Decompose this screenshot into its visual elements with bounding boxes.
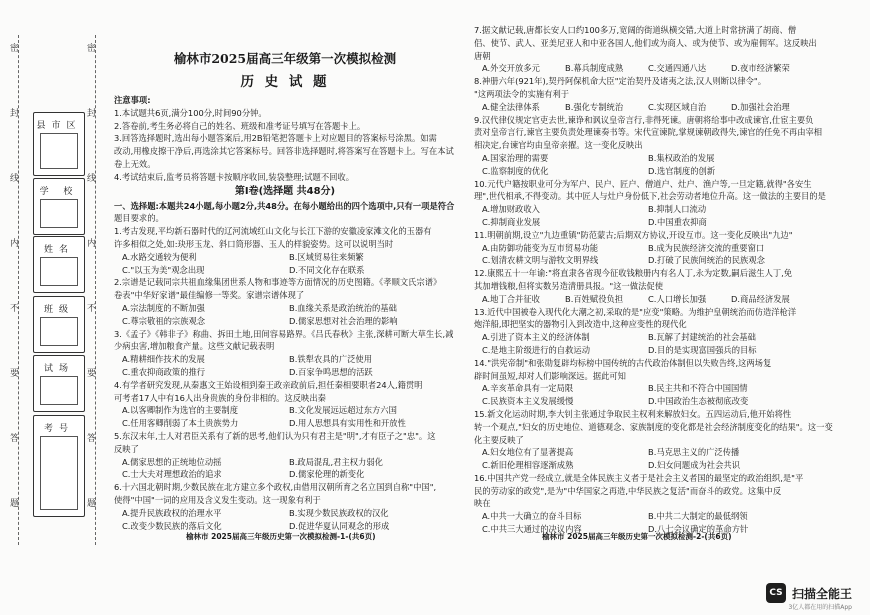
info-field-input-area [40, 133, 78, 169]
seal-mark: 密 [10, 44, 20, 54]
info-field-input-area [40, 199, 78, 228]
option-row [474, 216, 814, 229]
answer-option: B.血缘关系是政治统治的基础 [289, 302, 397, 313]
info-field-label: 考号 [43, 424, 74, 434]
option-row [474, 510, 814, 523]
seal-mark: 内 [87, 239, 97, 249]
question-text-line: 题目要求的。 [114, 213, 164, 224]
answer-option: A.以客卿制作为选官的主要制度 [122, 405, 239, 416]
question-text-line: 辟时间虽短,却对人们影响深远。据此可知 [474, 370, 626, 381]
answer-option: A.国家治理的需要 [482, 152, 549, 163]
seal-mark: 密 [87, 44, 97, 54]
answer-option: A.精耕细作技术的发展 [122, 354, 205, 365]
answer-option: D.百家争鸣思想的活跃 [289, 366, 373, 377]
question-text-line: 4.有学者研究发现,从秦惠文王始设相到秦王政亲政前后,担任秦相要职者24人,籍贯明 [114, 379, 423, 390]
info-field-label: 姓名 [43, 245, 74, 255]
seal-mark: 线 [87, 174, 97, 184]
answer-option: C.任用客卿削弱了本土贵族势力 [122, 418, 239, 429]
answer-option: B.马克思主义的广泛传播 [648, 447, 740, 458]
question-text-line: 映在 [474, 498, 491, 509]
option-row [474, 331, 814, 344]
answer-option: B.区域贸易往来频繁 [289, 251, 364, 262]
answer-option: D.加强社会治理 [731, 101, 790, 112]
answer-option: D.不同文化存在联系 [289, 264, 365, 275]
info-field-input-area [40, 436, 78, 510]
question-text-line: 3.回答选择题时,选出每小题答案后,用2B铅笔把答题卡上对应题目的答案标号涂黑。如需 [114, 133, 437, 144]
answer-option: D.中国重农抑商 [648, 216, 707, 227]
seal-mark: 答 [10, 434, 20, 444]
seal-mark: 要 [87, 369, 97, 379]
seal-mark: 内 [10, 239, 20, 249]
question-text-line: 理",世代相承,不得变动。其中匠人与灶户身份低下,社会劳动者地位升高。这一做法的主要目的是 [474, 191, 826, 202]
question-text-line: 12.康熙五十一年谕:"将直隶各省现今征收钱粮册内有名人丁,永为定数,嗣后滋生人丁,免 [474, 268, 793, 279]
seal-mark: 不 [10, 304, 20, 314]
question-text-line: 10.元代户籍按职业可分为军户、民户、匠户、僧道户、灶户、渔户等,一旦定籍,就得"各安生 [474, 178, 812, 189]
option-row [474, 203, 814, 216]
answer-option: A.增加财政收入 [482, 204, 540, 215]
left-column [114, 28, 456, 533]
option-row [474, 152, 814, 165]
question-text-line: "这两项法令的实施有利于 [474, 88, 570, 99]
info-field-label: 县市区 [36, 121, 82, 131]
seal-mark: 不 [87, 304, 97, 314]
answer-option: D.中国政治生态被彻底改变 [648, 396, 749, 407]
question-text-line: 卷表"中华好家谱"最佳编修一等奖。家谱宗谱体现了 [114, 290, 305, 301]
option-row [474, 101, 814, 114]
question-text-line: 化主要反映了 [474, 434, 524, 445]
answer-option: C.改变少数民族的落后文化 [122, 520, 222, 531]
question-text-line: 转一个观点,"妇女的历史地位、道德观念、家族制度的变化都是社会经济制度变化的结果"。这一变 [474, 421, 833, 432]
answer-option: D.夜市经济繁荣 [731, 63, 790, 74]
option-row [114, 468, 456, 481]
answer-option: A.引进了资本主义的经济体制 [482, 332, 590, 343]
answer-option: A.中共一大确立的奋斗目标 [482, 511, 582, 522]
answer-option: C.划清农耕文明与游牧文明界线 [482, 255, 599, 266]
option-row [474, 446, 814, 459]
exam-subject-title: 历 史 试 题 [240, 74, 330, 90]
answer-option: A.提升民族政权的治理水平 [122, 507, 222, 518]
option-row [114, 302, 456, 315]
scanner-logo-icon: CS [766, 583, 786, 603]
answer-option: D.选官制度的创新 [648, 165, 716, 176]
option-row [114, 353, 456, 366]
answer-option: D.促进华夏认同观念的形成 [289, 520, 390, 531]
answer-option: C.重农抑商政策的推行 [122, 366, 206, 377]
seal-mark: 题 [87, 499, 97, 509]
option-row [114, 264, 456, 277]
answer-option: A.水路交通较为便利 [122, 251, 197, 262]
answer-option: A.儒家思想的正统地位动摇 [122, 456, 222, 467]
info-field-box [33, 236, 85, 293]
right-column [474, 24, 833, 535]
question-text-line: 13.近代中国被卷入现代化大潮之初,采取的是"应变"策略。为维护皇朝统治而仿造洋枪洋 [474, 306, 797, 317]
option-row [474, 165, 814, 178]
question-text-line: 使得"中国"一词的应用及含义发生变动。这一现象有利于 [114, 494, 321, 505]
info-field-box [33, 296, 85, 353]
option-row [474, 382, 814, 395]
answer-option: C.抑制商业发展 [482, 216, 541, 227]
footer-page-2: 榆林市 2025届高三年级历史第一次模拟检测-2-(共6页) [542, 532, 732, 541]
seal-mark: 要 [10, 369, 20, 379]
question-text-line: 责对皇帝言行,谏官主要负责处理谏奏书等。宋代宣谏院,掌规谏朝政得失,谏官的任免不再由宰相 [474, 127, 823, 138]
info-field-box [33, 355, 85, 412]
option-row [114, 507, 456, 520]
answer-option: D.儒家伦理的新变化 [289, 469, 365, 480]
info-field-input-area [40, 376, 78, 405]
question-text-line: 16.中国共产党一经成立,就是全体民族主义者于是社会主义者国的最坚定的政治组织,是"平 [474, 472, 804, 483]
option-row [474, 254, 814, 267]
question-text-line: 15.新文化运动时期,李大钊主张通过争取民主权利来解放妇女。五四运动后,他开始将性 [474, 408, 792, 419]
binding-strip [0, 0, 118, 560]
option-row [474, 459, 814, 472]
answer-option: C.人口增长加强 [648, 293, 707, 304]
answer-option: C.民族资本主义发展缓慢 [482, 396, 574, 407]
answer-option: B.民主共和不符合中国国情 [648, 383, 748, 394]
answer-option: D.用人思想具有实用性和开放性 [289, 418, 406, 429]
answer-option: B.抑制人口流动 [648, 204, 707, 215]
answer-option: C.新旧伦理相容逐渐成熟 [482, 460, 574, 471]
question-text-line: 14."洪宪帝制"和张勋复辟均标榜中国传统的古代政治体制但以失败告终,这两场复 [474, 357, 772, 368]
info-field-label: 学 校 [39, 187, 79, 197]
answer-option: B.百姓赋役负担 [565, 293, 624, 304]
answer-option: B.瓦解了封建统治的社会基础 [648, 332, 756, 343]
exam-school-title: 榆林市2025届高三年级第一次模拟检测 [173, 51, 397, 66]
question-text-line: 9.汉代律仪规定官吏去世,谏诤和讽议皇帝言行,非得死谏。唐朝将给事中改成谏官,仕宦主要负 [474, 114, 814, 125]
option-row [114, 456, 456, 469]
answer-option: B.中共二大制定的最低纲领 [648, 511, 748, 522]
answer-option: C.中共三大通过的决议内容 [482, 524, 582, 535]
question-text-line: 6.十六国北朝时期,少数民族在北方建立多个政权,由借用汉朝所育之名立国到自称"中国", [114, 482, 437, 493]
answer-option: D.妇女问题成为社会共识 [648, 460, 740, 471]
question-text-line: 一、选择题:本题共24小题,每小题2分,共48分。在每小题给出的四个选项中,只有一项是符合 [114, 200, 455, 211]
answer-option: B.政局混乱,君主权力弱化 [289, 456, 383, 467]
question-text-line: 1.本试题共6页,满分100分,时间90分钟。 [114, 107, 267, 118]
question-text-line: 1.考古发现,平均新石器时代的辽河流域红山文化与长江下游的安徽凌家滩文化的玉器有 [114, 226, 432, 237]
info-field-box [33, 112, 85, 176]
info-field-label: 班级 [43, 305, 74, 315]
option-row [474, 344, 814, 357]
seal-mark: 答 [87, 434, 97, 444]
question-text-line: 5.东汉末年,士人对君臣关系有了新的思考,他们认为只有君主是"明",才有臣子之"忠"。这 [114, 430, 436, 441]
answer-option: D.八七会议确定的革命方针 [648, 524, 749, 535]
answer-option: A.宗法制度的不断加强 [122, 302, 205, 313]
info-field-box [33, 178, 85, 235]
footer-page-1: 榆林市 2025届高三年级历史第一次模拟检测-1-(共6页) [186, 532, 376, 541]
scanner-app-name: 扫描全能王 [791, 586, 852, 601]
answer-option: D.商品经济发展 [731, 293, 790, 304]
answer-option: B.强化专制统治 [565, 101, 624, 112]
answer-option: A.妇女地位有了显著提高 [482, 447, 574, 458]
scanner-slogan: 3亿人都在用的扫描App [788, 604, 852, 611]
option-row [114, 417, 456, 430]
answer-option: C.士大夫对理想政治的追求 [122, 469, 222, 480]
question-text-line: 炮洋船,即把坚实的器物引入到改造中,这种应变性的现代化 [474, 319, 687, 330]
question-text-line: 反映了 [114, 443, 139, 454]
answer-option: D.打破了民族间统治的民族观念 [648, 255, 765, 266]
section-heading: 第Ⅰ卷(选择题 共48分) [234, 185, 336, 197]
question-text-line: 唐朝 [474, 50, 491, 61]
answer-option: C."以玉为美"观念出现 [122, 264, 205, 275]
seal-mark: 封 [10, 109, 20, 119]
question-text-line: 卷上无效。 [114, 158, 156, 169]
answer-option: B.文化发展远远超过东方六国 [289, 405, 397, 416]
question-text-line: 2.答卷前,考生务必将自己的姓名、班级和准考证号填写在答题卡上。 [114, 120, 366, 131]
question-text-line: 3.《孟子》《韩非子》称曲、拆田土地,田间容易路界。《吕氏春秋》主张,深耕可断大草生长,减 [114, 328, 454, 339]
info-field-input-area [40, 317, 78, 346]
question-text-line: 可考者17人中有16人出身贵族的身份非相的。这反映出秦 [114, 392, 326, 403]
question-text-line: 侣、使节、武人、亚美尼亚人和中亚各国人,他们或为商人、或为使节、或为雇佣军。这反映出 [474, 37, 817, 48]
question-text-line: 少病虫害,增加粮食产量。这些文献记载表明 [114, 341, 275, 352]
answer-option: B.幕兵制度成熟 [565, 63, 624, 74]
answer-option: D.儒家思想对社会治理的影响 [289, 315, 398, 326]
question-text-line: 民的劳动家的政党",是为"中华国家之再造,中华民族之复活"而奋斗的政党。这集中反 [474, 485, 782, 496]
question-text-line: 7.据文献记载,唐都长安人口约100多万,宽阔的街道纵横交错,大道上时常挤满了胡商、僧 [474, 25, 797, 35]
answer-option: C.交通四通八达 [648, 63, 707, 74]
answer-option: A.外交开放多元 [482, 63, 540, 74]
info-field-box [33, 415, 85, 517]
scanner-watermark [766, 578, 852, 611]
seal-mark: 线 [10, 174, 20, 184]
answer-option: C.尊宗敬祖的宗族观念 [122, 315, 206, 326]
answer-option: C.监察制度的优化 [482, 165, 549, 176]
answer-option: B.集权政治的发展 [648, 152, 715, 163]
info-field-input-area [40, 257, 78, 286]
option-row [114, 366, 456, 379]
answer-option: A.健全法律体系 [482, 101, 540, 112]
question-text-line: 相决定,台谏官均由皇帝亲擢。这一变化反映出 [474, 140, 643, 151]
option-row [474, 242, 814, 255]
seal-mark: 封 [87, 109, 97, 119]
answer-option: B.实现少数民族政权的汉化 [289, 507, 389, 518]
info-field-label: 试场 [43, 364, 74, 374]
question-text-line: 注意事项: [114, 95, 151, 105]
question-text-line: 其加增钱粮,但将实数另造清册具报。"这一做法促使 [474, 280, 663, 291]
answer-option: D.目的是实现富国强兵的目标 [648, 344, 757, 355]
option-row [114, 404, 456, 417]
answer-option: A.地丁合并征收 [482, 293, 540, 304]
question-text-line: 11.明朝前期,设立"九边重镇"防范蒙古;后期双方协议,开设互市。这一变化反映出"九边" [474, 229, 793, 240]
answer-option: B.铁犁农具的广泛使用 [289, 354, 373, 365]
question-text-line: 8.神册六年(921年),契丹阿保机命大臣"定治契丹及诸夷之法,汉人则断以律令"。 [474, 76, 767, 87]
option-row [114, 315, 456, 328]
option-row [474, 293, 814, 306]
answer-option: C.是地主阶级进行的自救运动 [482, 344, 590, 355]
option-row [114, 251, 456, 264]
option-row [474, 62, 814, 75]
answer-option: B.成为民族经济交流的重要窗口 [648, 242, 765, 253]
answer-option: A.辛亥革命具有一定局限 [482, 383, 574, 394]
question-text-line: 改动,用橡皮擦干净后,再选涂其它答案标号。回答非选择题时,将答案写在答题卡上。写在本试 [114, 146, 454, 157]
seal-mark: 题 [10, 499, 20, 509]
option-row [474, 395, 814, 408]
question-text-line: 许多相似之处,如:玦形玉龙、斜口筒形器、玉人的样貌姿势。这可以说明当时 [114, 238, 394, 249]
answer-option: A.由防御功能变为互市贸易功能 [482, 242, 599, 253]
question-text-line: 2.宗谱是记载同宗共祖血缘集团世系人物和事迹等方面情况的历史图籍。《孝顺文氏宗谱》 [114, 277, 442, 288]
question-text-line: 4.考试结束后,监考员将答题卡按顺序收回,装袋整理;试题不回收。 [114, 171, 355, 182]
answer-option: C.实现区域自治 [648, 101, 707, 112]
